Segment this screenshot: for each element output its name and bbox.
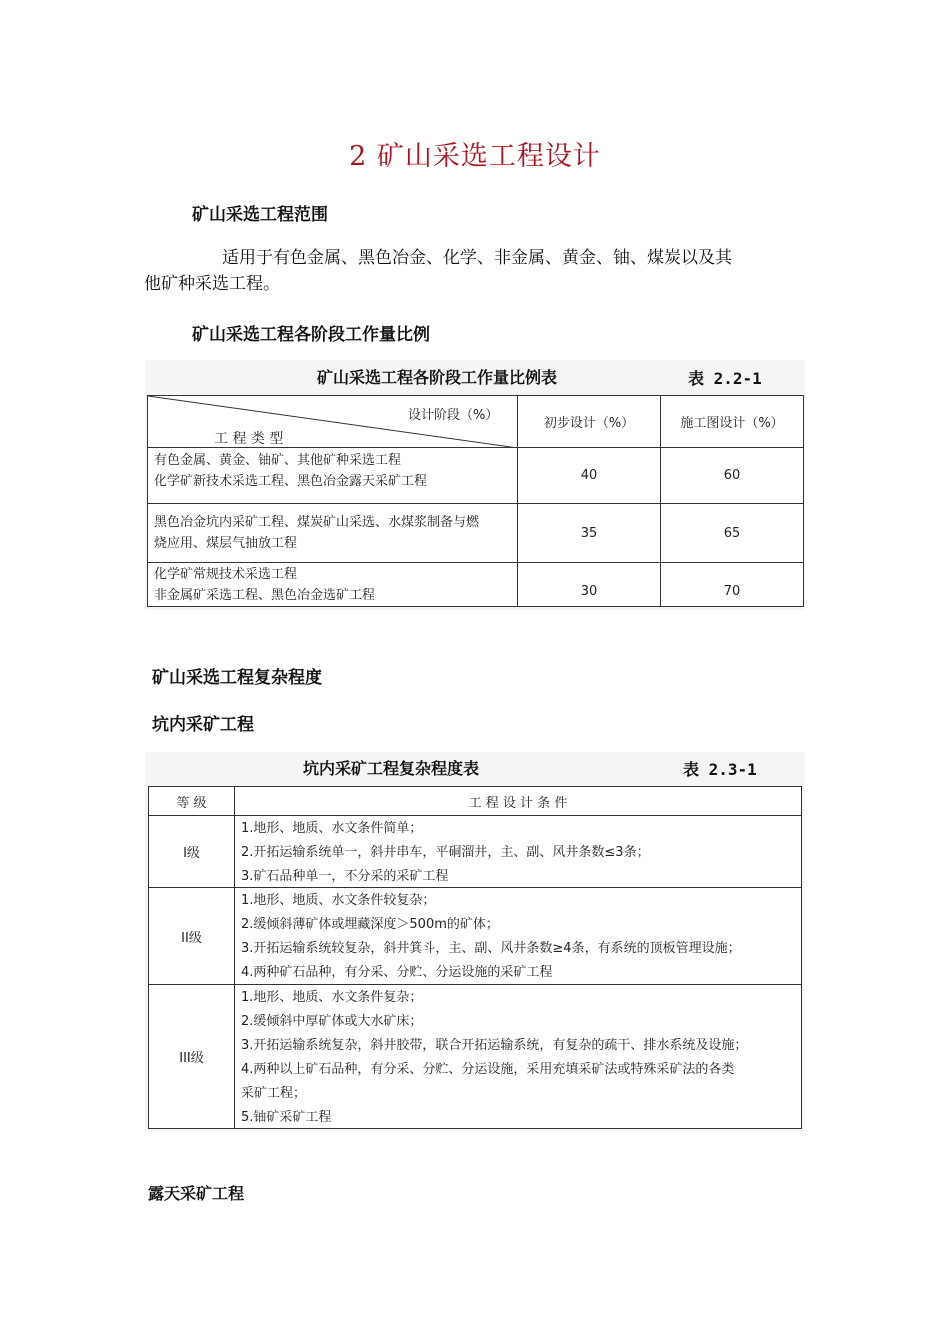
scope-paragraph-line1: 适用于有色金属、黑色冶金、化学、非金属、黄金、铀、煤炭以及其: [222, 248, 732, 268]
complexity-table-number: 表 2.3-1: [683, 760, 757, 779]
complexity-table-image: [145, 752, 805, 1132]
ratio-table-number: 表 2.2-1: [688, 369, 762, 388]
section-heading-scope: 矿山采选工程范围: [192, 205, 328, 225]
header-type-label: 工 程 类 型: [214, 431, 284, 447]
grade-label: III级: [179, 1051, 204, 1066]
ratio-table-image: [145, 360, 805, 610]
row-construction-value: 70: [723, 583, 741, 599]
condition-line: 5.铀矿采矿工程: [241, 1110, 332, 1125]
row-type-line1: 有色金属、黄金、铀矿、其他矿种采选工程: [154, 453, 402, 468]
section-heading-underground: 坑内采矿工程: [152, 715, 254, 735]
condition-line: 2.缓倾斜中厚矿体或大水矿床；: [241, 1014, 423, 1029]
table-row: [148, 564, 517, 606]
section-heading-complexity: 矿山采选工程复杂程度: [152, 668, 322, 688]
complexity-table: [148, 786, 802, 1129]
condition-line: 2.缓倾斜薄矿体或埋藏深度＞500m的矿体；: [241, 917, 499, 932]
condition-line: 4.两种矿石品种，有分采、分贮、分运设施的采矿工程: [241, 965, 553, 980]
header-grade: 等 级: [176, 795, 207, 811]
condition-line: 3.开拓运输系统较复杂，斜井箕斗，主、副、风井条数≥4条，有系统的顶板管理设施；: [241, 941, 741, 956]
grade-label: I级: [183, 846, 200, 861]
condition-line: 采矿工程；: [241, 1086, 307, 1101]
condition-line: 1.地形、地质、水文条件较复杂；: [241, 893, 436, 908]
condition-line: 1.地形、地质、水文条件简单；: [241, 821, 423, 836]
header-construction-design: 施工图设计（%）: [680, 416, 784, 431]
section-heading-open-pit: 露天采矿工程: [148, 1184, 245, 1203]
table-row: [235, 889, 801, 985]
row-type-line2: 化学矿新技术采选工程、黑色冶金露天采矿工程: [154, 474, 428, 489]
row-type-line2: 非金属矿采选工程、黑色冶金选矿工程: [154, 588, 376, 603]
condition-line: 2.开拓运输系统单一，斜井串车，平硐溜井，主、副、风井条数≤3条；: [241, 845, 650, 860]
table-row: [235, 986, 801, 1130]
condition-line: 1.地形、地质、水文条件复杂；: [241, 990, 423, 1005]
table-row: [235, 817, 801, 889]
table-row: [148, 512, 517, 554]
table-row: [148, 450, 517, 492]
section-heading-ratio: 矿山采选工程各阶段工作量比例: [192, 325, 430, 345]
row-prelim-value: 35: [580, 525, 598, 541]
row-prelim-value: 40: [580, 468, 598, 483]
complexity-table-title: 坑内采矿工程复杂程度表: [303, 759, 480, 778]
row-type-line2: 烧应用、煤层气抽放工程: [154, 536, 298, 551]
condition-line: 3.开拓运输系统复杂，斜井胶带，联合开拓运输系统，有复杂的疏干、排水系统及设施；: [241, 1038, 748, 1053]
ratio-table-title: 矿山采选工程各阶段工作量比例表: [317, 368, 558, 387]
row-construction-value: 65: [723, 525, 741, 541]
condition-line: 4.两种以上矿石品种，有分采、分贮、分运设施，采用充填采矿法或特殊采矿法的各类: [241, 1062, 735, 1077]
row-type-line1: 化学矿常规技术采选工程: [154, 567, 298, 582]
header-stage-label: 设计阶段（%）: [408, 408, 499, 423]
scope-paragraph-line2: 他矿种采选工程。: [144, 274, 280, 294]
row-prelim-value: 30: [580, 583, 598, 599]
row-type-line1: 黑色冶金坑内采矿工程、煤炭矿山采选、水煤浆制备与燃: [154, 515, 480, 530]
page-title: 2 矿山采选工程设计: [349, 141, 601, 172]
header-conditions: 工 程 设 计 条 件: [468, 795, 568, 811]
ratio-table: [147, 395, 804, 607]
grade-label: II级: [181, 930, 202, 946]
header-prelim-design: 初步设计（%）: [543, 416, 635, 431]
row-construction-value: 60: [723, 468, 741, 483]
condition-line: 3.矿石品种单一，不分采的采矿工程: [241, 869, 449, 884]
